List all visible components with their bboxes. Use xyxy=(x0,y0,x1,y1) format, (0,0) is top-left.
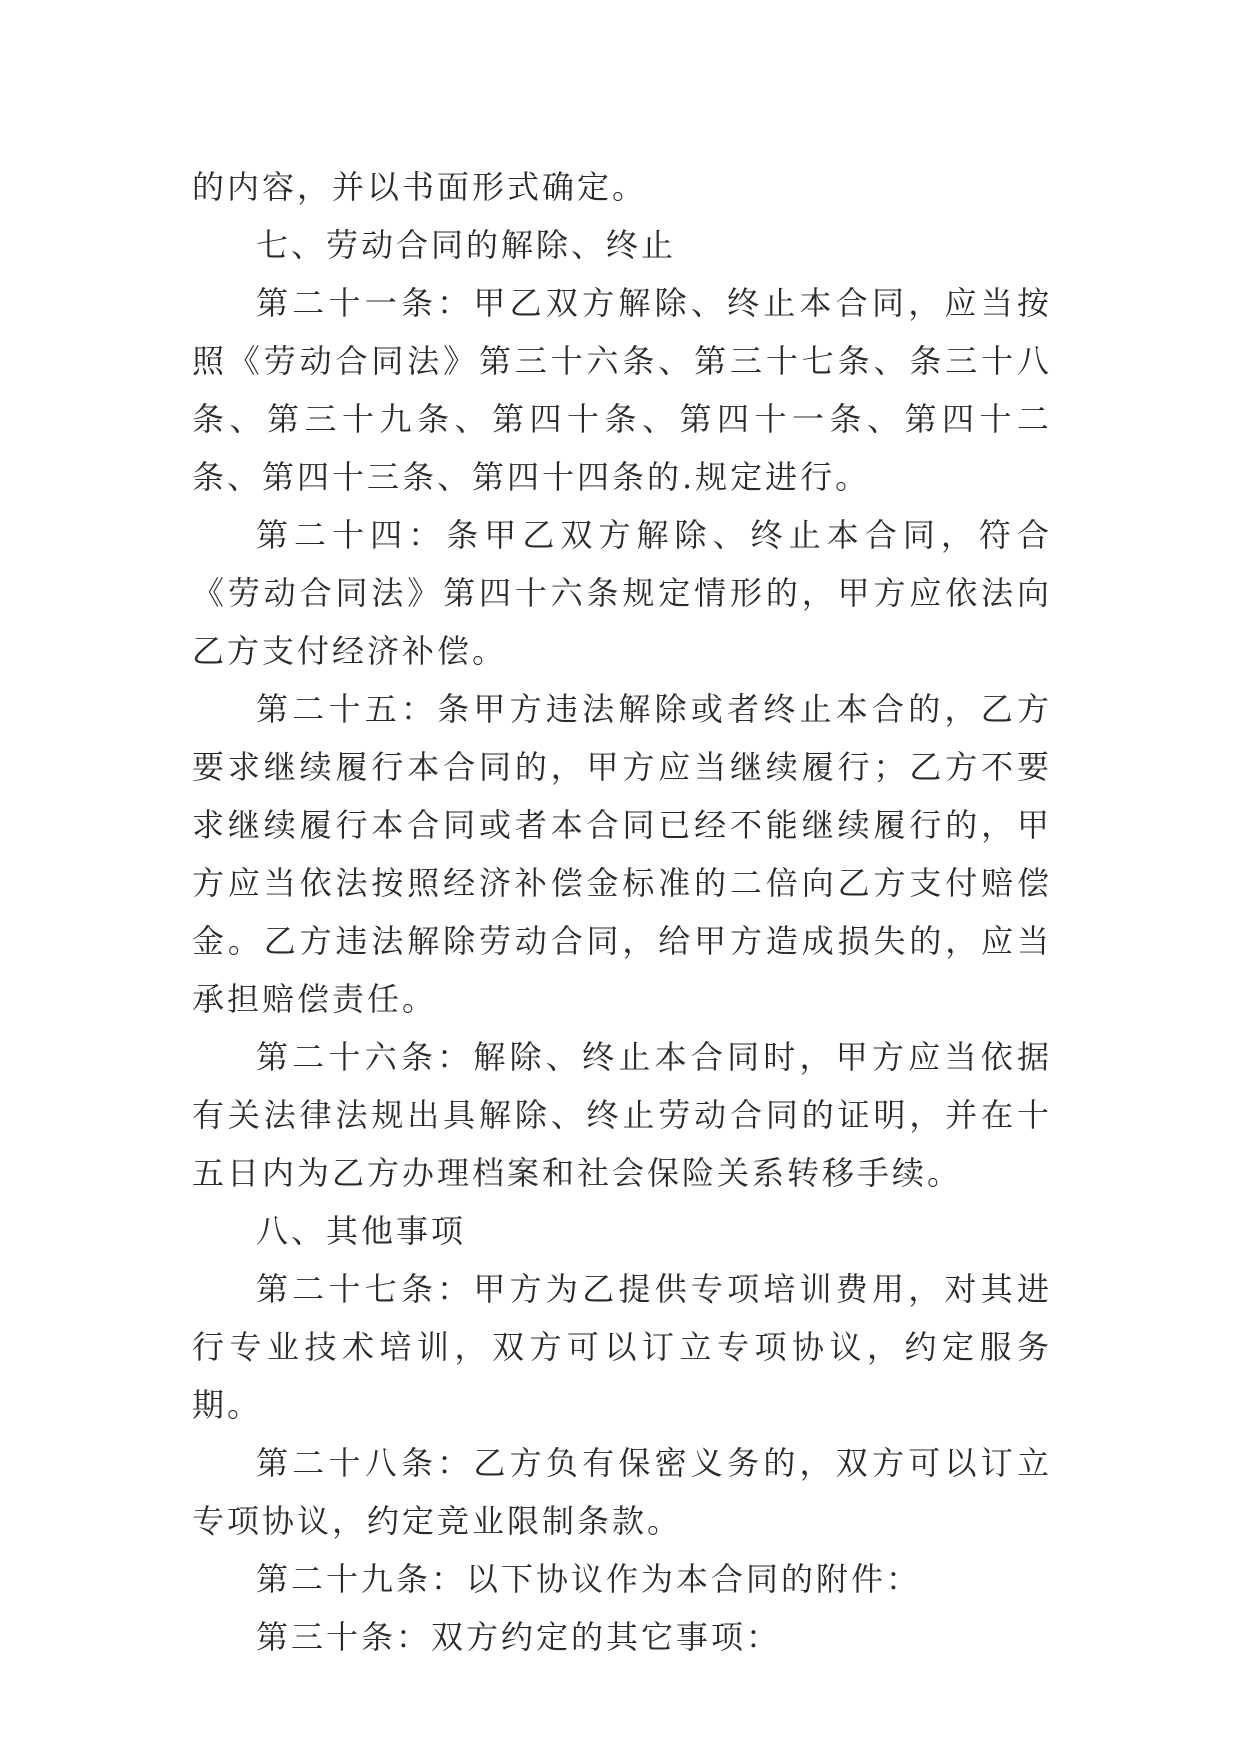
paragraph-continuation: 的内容，并以书面形式确定。 xyxy=(192,168,648,206)
article-27: 第二十七条：甲方为乙提供专项培训费用，对其进行专业技术培训，双方可以订立专项协议，约定服务期。 xyxy=(192,1270,1052,1424)
article-28: 第二十八条：乙方负有保密义务的，双方可以订立专项协议，约定竞业限制条款。 xyxy=(192,1444,1052,1540)
article-21: 第二十一条：甲乙双方解除、终止本合同，应当按照《劳动合同法》第三十六条、第三十七条、条三十八条、第三十九条、第四十条、第四十一条、第四十二条、第四十三条、第四十四条的.规定进行。 xyxy=(192,284,1052,496)
article-30: 第三十条：双方约定的其它事项： xyxy=(256,1618,782,1656)
article-25: 第二十五：条甲方违法解除或者终止本合的，乙方要求继续履行本合同的，甲方应当继续履行；乙方不要求继续履行本合同或者本合同已经不能继续履行的，甲方应当依法按照经济补偿金标准的二倍向乙方支付赔偿金。乙方违法解除劳动合同，给甲方造成损失的，应当承担赔偿责任。 xyxy=(192,690,1052,1018)
article-29: 第二十九条：以下协议作为本合同的附件： xyxy=(256,1560,922,1598)
article-24: 第二十四：条甲乙双方解除、终止本合同，符合《劳动合同法》第四十六条规定情形的，甲方应依法向乙方支付经济补偿。 xyxy=(192,516,1052,670)
section-heading-termination: 七、劳动合同的解除、终止 xyxy=(256,226,677,264)
article-26: 第二十六条：解除、终止本合同时，甲方应当依据有关法律法规出具解除、终止劳动合同的证明，并在十五日内为乙方办理档案和社会保险关系转移手续。 xyxy=(192,1038,1052,1192)
section-heading-other-matters: 八、其他事项 xyxy=(256,1212,467,1250)
contract-body xyxy=(192,158,1052,1666)
